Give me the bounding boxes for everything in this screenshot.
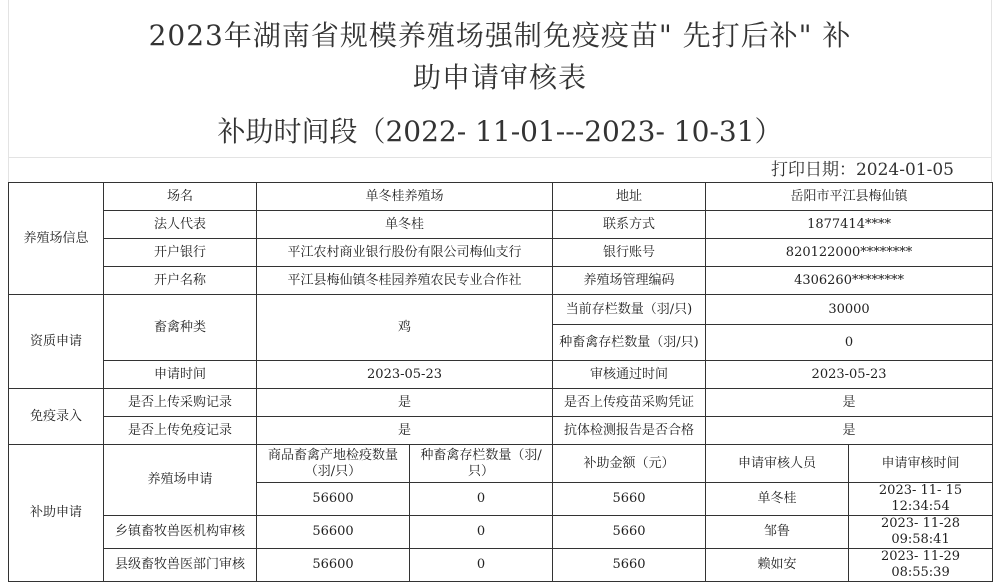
subsidy-period: 补助时间段（2022- 11-01---2023- 10-31） — [217, 115, 783, 148]
table-row — [9, 516, 993, 549]
breeding-cell: 0 — [410, 516, 553, 549]
review-table — [8, 182, 993, 582]
section-farm-info: 养殖场信息 — [9, 183, 104, 295]
frame-divider — [8, 157, 992, 158]
voucher: 是 — [706, 389, 993, 417]
table-row — [9, 361, 993, 389]
reviewer-cell: 单冬桂 — [706, 483, 849, 516]
reviewer-cell: 赖如安 — [706, 549, 849, 582]
breeding-cell: 0 — [410, 483, 553, 516]
rep-label: 法人代表 — [104, 211, 257, 239]
reviewer-cell: 邹鲁 — [706, 516, 849, 549]
header-time: 申请审核时间 — [849, 445, 993, 483]
voucher-label: 是否上传疫苗采购凭证 — [553, 389, 706, 417]
purchase-label: 是否上传采购记录 — [104, 389, 257, 417]
quarantine-cell: 56600 — [257, 516, 410, 549]
stock-label: 当前存栏数量（羽/只) — [553, 295, 706, 325]
table-row — [9, 211, 993, 239]
breeding-label: 种畜禽存栏数量（羽/只) — [553, 325, 706, 361]
account-label: 银行账号 — [553, 239, 706, 267]
bank-label: 开户银行 — [104, 239, 257, 267]
header-amount: 补助金额（元） — [553, 445, 706, 483]
subsidy-row-label: 乡镇畜牧兽医机构审核 — [104, 516, 257, 549]
purchase: 是 — [257, 389, 553, 417]
table-row — [9, 267, 993, 295]
quarantine-cell: 56600 — [257, 483, 410, 516]
species: 鸡 — [257, 295, 553, 361]
print-date: 打印日期：2024-01-05 — [770, 160, 954, 180]
contact: 1877414**** — [706, 211, 993, 239]
antibody-label: 抗体检测报告是否合格 — [553, 417, 706, 445]
farm-name-label: 场名 — [104, 183, 257, 211]
pass-time: 2023-05-23 — [706, 361, 993, 389]
header-quarantine: 商品畜禽产地检疫数量（羽/只） — [257, 445, 410, 483]
time-cell: 2023- 11-28 09:58:41 — [849, 516, 993, 549]
breeding: 0 — [706, 325, 993, 361]
address-label: 地址 — [553, 183, 706, 211]
rep: 单冬桂 — [257, 211, 553, 239]
apply-time: 2023-05-23 — [257, 361, 553, 389]
antibody: 是 — [706, 417, 993, 445]
species-label: 畜禽种类 — [104, 295, 257, 361]
farm-name: 单冬桂养殖场 — [257, 183, 553, 211]
account-name: 平江县梅仙镇冬桂园养殖农民专业合作社 — [257, 267, 553, 295]
breeding-cell: 0 — [410, 549, 553, 582]
table-row — [9, 445, 993, 483]
header-reviewer: 申请审核人员 — [706, 445, 849, 483]
subsidy-row-label: 县级畜牧兽医部门审核 — [104, 549, 257, 582]
contact-label: 联系方式 — [553, 211, 706, 239]
frame-left-line — [8, 0, 9, 182]
quarantine-cell: 56600 — [257, 549, 410, 582]
code: 4306260******** — [706, 267, 993, 295]
amount-cell: 5660 — [553, 549, 706, 582]
stock: 30000 — [706, 295, 993, 325]
immune-label: 是否上传免疫记录 — [104, 417, 257, 445]
subsidy-row-label: 养殖场申请 — [104, 445, 257, 516]
account: 820122000******** — [706, 239, 993, 267]
table-row — [9, 417, 993, 445]
code-label: 养殖场管理编码 — [553, 267, 706, 295]
amount-cell: 5660 — [553, 483, 706, 516]
table-row — [9, 239, 993, 267]
frame-right-line — [991, 0, 992, 182]
table-row — [9, 549, 993, 582]
section-immunization: 免疫录入 — [9, 389, 104, 445]
table-row — [9, 183, 993, 211]
section-subsidy: 补助申请 — [9, 445, 104, 582]
table-row — [9, 295, 993, 325]
account-name-label: 开户名称 — [104, 267, 257, 295]
amount-cell: 5660 — [553, 516, 706, 549]
title-line-2: 助申请审核表 — [412, 61, 587, 94]
table-row — [9, 389, 993, 417]
bank: 平江农村商业银行股份有限公司梅仙支行 — [257, 239, 553, 267]
header-breeding: 种畜禽存栏数量（羽/只） — [410, 445, 553, 483]
pass-time-label: 审核通过时间 — [553, 361, 706, 389]
apply-time-label: 申请时间 — [104, 361, 257, 389]
time-cell: 2023- 11- 15 12:34:54 — [849, 483, 993, 516]
section-qualification: 资质申请 — [9, 295, 104, 389]
title-line-1: 2023年湖南省规模养殖场强制免疫疫苗" 先打后补" 补 — [148, 19, 852, 52]
immune: 是 — [257, 417, 553, 445]
time-cell: 2023- 11-29 08:55:39 — [849, 549, 993, 582]
address: 岳阳市平江县梅仙镇 — [706, 183, 993, 211]
